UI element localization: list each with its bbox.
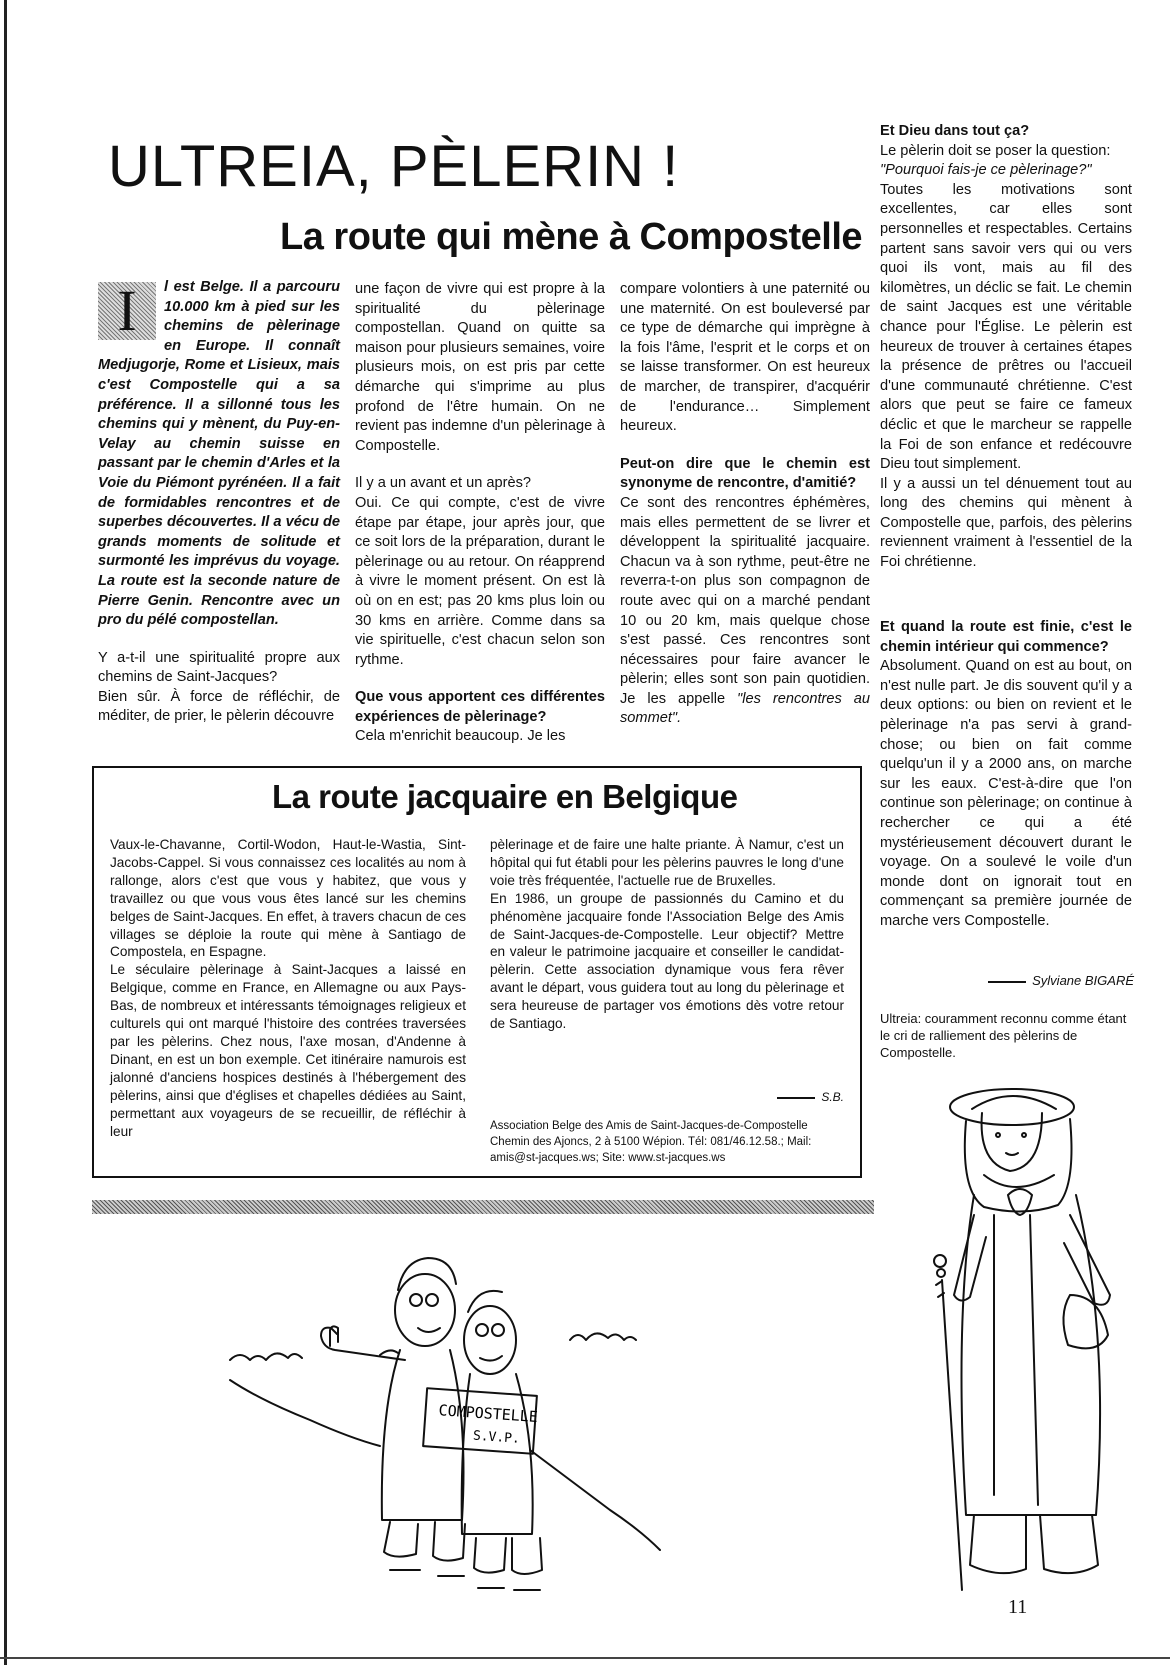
article-subtitle: La route qui mène à Compostelle [280, 216, 863, 258]
ultreia-note: Ultreia: couramment reconnu comme étant le cri de ralliement des pèlerins de Compostelle. [880, 1011, 1127, 1060]
article-signature [960, 973, 1134, 988]
box-signature [720, 1090, 844, 1104]
article-column-2 [355, 280, 605, 747]
contact-line-3: amis@st-jacques.ws; Site: www.st-jacques.ws [490, 1152, 726, 1164]
sidebar-box-title: La route jacquaire en Belgique [272, 778, 738, 815]
box-contact [490, 1118, 850, 1166]
sign-text-svp: S.V.P. [472, 1428, 521, 1447]
contact-line-2: Chemin des Ajoncs, 2 à 5100 Wépion. Tél: 081/46.12.58.; Mail: [490, 1136, 812, 1148]
hatched-divider [92, 1200, 874, 1214]
drop-cap: I [98, 282, 156, 340]
box-signature-text: S.B. [821, 1090, 844, 1104]
sidebar-box-column-2 [490, 836, 844, 1033]
box-paragraph-1: Vaux-le-Chavanne, Cortil-Wodon, Haut-le-Wastia, Sint-Jacobs-Cappel. Si vous connaissez ces localités au nom à rallonge, alors c'est que vous y habitez, que vous y travaillez ou que vous vous êtes lancé sur les chemins belges de Saint-Jacques. En effet, à travers chacun de ces villages se déploie la route qui mène à Santiago de Compostela, en Espagne. [110, 837, 466, 960]
pilgrim-illustration [920, 1085, 1135, 1590]
answer-3-end: compare volontiers à une paternité ou une maternité. On est bouleversé par ce type de démarche qui imprègne à la fois l'âme, l'esprit et le corps et on se laisse transformer. On est heureux de marcher, de transpirer, d'acquérir de l'endurance… Simplement heureux. [620, 281, 870, 435]
answer-4-quote: "les rencontres au sommet". [620, 690, 870, 727]
answer-5-quote: "Pourquoi fais-je ce pèlerinage?" [880, 162, 1092, 179]
answer-6: Absolument. Quand on est au bout, on n'est nulle part. Je dis souvent qu'il y a deux options: ou bien on revient et le pèlerinage n'a pas servi à grand-chose; ou bien on fait comme quelqu'un il y a 2000 ans, on marche sur les eaux. C'est-à-dire que l'on continue son pèlerinage; on continue à rechercher ce qui a été mystérieusement découvert durant le voyage. On a soulevé le voile d'un monde dont on ignorait tout en commençant sa première journée de marche vers Compostelle. [880, 658, 1132, 929]
article-lead: l est Belge. Il a parcouru 10.000 km à pied sur les chemins de pèlerinage en Europe. Il connaît Medjugorje, Rome et Lisieux, mais c'est Compostelle qui a sa préférence. Il a sillonné tous les chemins qui y mènent, du Puy-en-Velay au chemin suisse en passant par le chemin d'Arles et la Voie du Piémont pyrénéen. Il a fait de formidables rencontres et de superbes découvertes. Il a vécu de grands moments de solitude et surmonté les imprévus du voyage. La route est la seconde nature de Pierre Genin. Rencontre avec un pro du pélé compostellan. [98, 279, 340, 629]
question-4: Peut-on dire que le chemin est synonyme de rencontre, d'amitié? [620, 455, 870, 492]
answer-1-end: une façon de vivre qui est propre à la spiritualité du pèlerinage compostellan. Quand on quitte sa maison pour plusieurs semaines, voire plusieurs mois, on est pris par cette démarche qui s'imprime au plus profond de l'être humain. On ne revient pas indemne d'un pèlerinage à Compostelle. [355, 281, 605, 454]
article-column-4-bottom [880, 618, 1132, 932]
answer-4-text: Ce sont des rencontres éphémères, mais elles permettent de se livrer et développent la spiritualité jacquaire. Chacun va à son rythme, peut-être ne reverra-t-on plus son compagnon de route avec qui on a marché pendant 10 ou 20 km, mais quelque chose s'est passé. Ces rencontres sont nécessaires pour faire avancer le pèlerin; elles sont son pain quotidien. Je les appelle [620, 494, 870, 707]
hitchhiking-pilgrims-illustration [230, 1250, 660, 1620]
question-6: Et quand la route est finie, c'est le chemin intérieur qui commence? [880, 619, 1132, 655]
scan-edge-bottom [0, 1657, 1170, 1659]
question-1: Y a-t-il une spiritualité propre aux chemins de Saint-Jacques? [98, 649, 340, 686]
article-column-1 [98, 278, 340, 727]
box-paragraph-3: pèlerinage et de faire une halte priante. À Namur, c'est un hôpital qui fut établi pour les pèlerins pauvres le long d'une voie très fréquentée, l'actuelle rue de Bruxelles. [490, 837, 844, 888]
article-title: ULTREIA, PÈLERIN ! [108, 134, 680, 199]
answer-4 [620, 494, 870, 729]
question-3: Que vous apportent ces différentes expériences de pèlerinage? [355, 689, 605, 725]
answer-5: Toutes les motivations sont excellentes, car elles sont personnelles et respectables. Certains partent sans savoir vers qui ou vers quoi ils vont, mais au fil des kilomètres, un déclic se fait. Le chemin de saint Jacques est une véritable chance pour l'Église. Le pèlerin est heureux de trouver à certaines étapes la présence de prêtres ou l'accueil d'une communauté chrétienne. C'est alors que peut se faire ce fameux déclic et que le marcheur se rappelle la Foi de son enfance et redécouvre Dieu tout simplement. [880, 181, 1132, 473]
signature-rule [988, 981, 1026, 983]
article-column-3 [620, 280, 870, 729]
sign-text-compostelle: COMPOSTELLE [438, 1401, 539, 1426]
scan-edge-left [4, 0, 7, 1665]
answer-5-intro: Le pèlerin doit se poser la question: [880, 142, 1111, 159]
sidebar-box-column-1 [110, 836, 466, 1140]
article-column-4 [880, 122, 1132, 573]
answer-3-start: Cela m'enrichit beaucoup. Je les [355, 728, 566, 745]
box-signature-rule [777, 1097, 815, 1099]
box-paragraph-2: Le séculaire pèlerinage à Saint-Jacques a laissé en Belgique, comme en France, en Allemagne ou aux Pays-Bas, de nombreux et intéressants témoignages religieux et culturels qui ont marqué l'histoire des contrées traversées par les pèlerins. Chez nous, l'axe mosan, d'Andenne à Dinant, en est un bon exemple. Cet itinéraire namurois est jalonné d'anciens hospices destinés à l'hébergement des pèlerins, ainsi que d'églises et chapelles dédiées au Saint, permettant aux voyageurs de se recueillir, de réfléchir à leur [110, 962, 466, 1139]
box-paragraph-4: En 1986, un groupe de passionnés du Camino et du phénomène jacquaire fonde l'Association Belge des Amis de Saint-Jacques-de-Compostelle. Leur objectif? Mettre en valeur le patrimoine jacquaire et conseiller le candidat-pèlerin. Cette association dynamique vous fera rêver avant le départ, vous guidera tout au long du pèlerinage et sera heureuse de partager vos émotions dès votre retour de Santiago. [490, 890, 844, 1032]
question-5: Et Dieu dans tout ça? [880, 123, 1030, 139]
answer-5b: Il y a aussi un tel dénuement tout au long des chemins qui mènent à Compostelle que, parfois, des pèlerins reviennent vraiment à l'essentiel de la Foi chrétienne. [880, 475, 1132, 571]
answer-2: Oui. Ce qui compte, c'est de vivre étape par étape, jour après jour, que ce soit lors de la préparation, durant le pèlerinage ou au retour. On réapprend à vivre le moment présent. On est là où on en est; pas 20 kms plus loin ou 30 kms en arrière. Comme dans sa vie spirituelle, c'est chacun selon son rythme. [355, 494, 605, 668]
signature-text: Sylviane BIGARÉ [1032, 973, 1134, 988]
contact-line-1: Association Belge des Amis de Saint-Jacques-de-Compostelle [490, 1120, 808, 1132]
answer-1-start: Bien sûr. À force de réfléchir, de méditer, de prier, le pèlerin découvre [98, 688, 340, 725]
page-number: 11 [1008, 1596, 1028, 1618]
question-2: Il y a un avant et un après? [355, 475, 532, 492]
